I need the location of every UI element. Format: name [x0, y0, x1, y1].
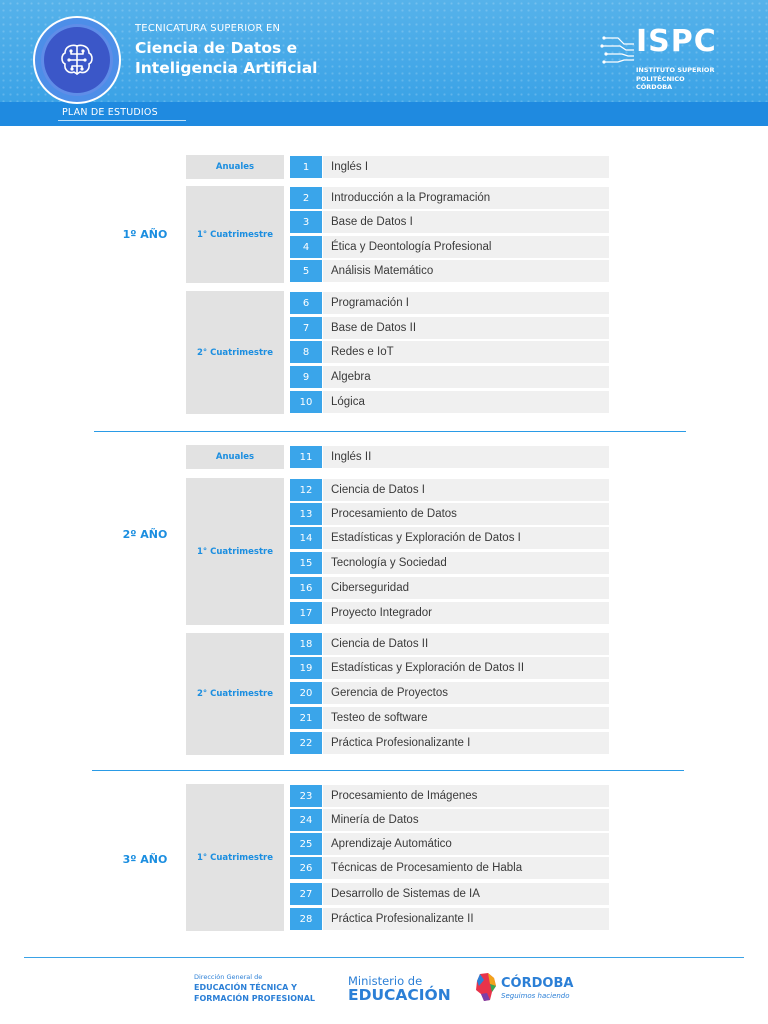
ispc-wordmark: ISPC — [636, 24, 717, 59]
subject-name: Programación I — [323, 292, 609, 314]
ispc-subtitle-1: INSTITUTO SUPERIOR — [636, 66, 715, 74]
subject-number: 22 — [290, 732, 322, 754]
group-cuatrimestre — [186, 784, 284, 931]
subject-number: 12 — [290, 479, 322, 501]
plan-label-underline — [58, 120, 186, 121]
subject-number: 8 — [290, 341, 322, 363]
subject-number: 28 — [290, 908, 322, 930]
subject-number: 11 — [290, 446, 322, 468]
subject-name: Inglés II — [323, 446, 609, 468]
year-separator — [92, 770, 684, 771]
group-label: Anuales — [215, 452, 255, 462]
subject-name: Gerencia de Proyectos — [323, 682, 609, 704]
year-2-label: 2º AÑO — [122, 528, 168, 541]
brain-logo — [33, 16, 121, 104]
subject-name: Ciencia de Datos I — [323, 479, 609, 501]
subject-name: Procesamiento de Datos — [323, 503, 609, 525]
program-title-line2: Inteligencia Artificial — [135, 59, 318, 77]
subject-name: Ética y Deontología Profesional — [323, 236, 609, 258]
subject-name: Estadísticas y Exploración de Datos I — [323, 527, 609, 549]
subject-name: Algebra — [323, 366, 609, 388]
subject-number: 20 — [290, 682, 322, 704]
subject-name: Proyecto Integrador — [323, 602, 609, 624]
ispc-logo — [600, 24, 720, 91]
subject-name: Estadísticas y Exploración de Datos II — [323, 657, 609, 679]
subject-number: 14 — [290, 527, 322, 549]
group-anuales — [186, 155, 284, 179]
group-cuatrimestre — [186, 633, 284, 755]
subject-name: Lógica — [323, 391, 609, 413]
cordoba-map-icon — [474, 972, 498, 1002]
subject-name: Redes e IoT — [323, 341, 609, 363]
ispc-subtitle-2: POLITÉCNICO CÓRDOBA — [636, 75, 685, 91]
subject-number: 15 — [290, 552, 322, 574]
subject-name: Técnicas de Procesamiento de Habla — [323, 857, 609, 879]
subject-name: Testeo de software — [323, 707, 609, 729]
subject-name: Ciberseguridad — [323, 577, 609, 599]
subject-number: 18 — [290, 633, 322, 655]
subject-number: 17 — [290, 602, 322, 624]
program-type: TECNICATURA SUPERIOR EN — [135, 23, 281, 34]
subject-name: Práctica Profesionalizante I — [323, 732, 609, 754]
subject-name: Base de Datos II — [323, 317, 609, 339]
subject-number: 27 — [290, 883, 322, 905]
subject-number: 10 — [290, 391, 322, 413]
subject-number: 23 — [290, 785, 322, 807]
year-3-label: 3º AÑO — [122, 853, 168, 866]
cordoba-wordmark: CÓRDOBA — [501, 976, 574, 991]
subject-name: Aprendizaje Automático — [323, 833, 609, 855]
group-label: 1° Cuatrimestre — [196, 852, 274, 863]
subject-number: 7 — [290, 317, 322, 339]
group-cuatrimestre — [186, 186, 284, 283]
subject-name: Análisis Matemático — [323, 260, 609, 282]
group-anuales — [186, 445, 284, 469]
subject-name: Práctica Profesionalizante II — [323, 908, 609, 930]
group-cuatrimestre — [186, 291, 284, 414]
subject-name: Procesamiento de Imágenes — [323, 785, 609, 807]
subject-number: 1 — [290, 156, 322, 178]
subject-number: 5 — [290, 260, 322, 282]
subject-number: 24 — [290, 809, 322, 831]
ministry-line-1: Ministerio de — [348, 974, 423, 988]
program-title-line1: Ciencia de Datos e — [135, 39, 298, 57]
subject-number: 25 — [290, 833, 322, 855]
subject-number: 9 — [290, 366, 322, 388]
subject-name: Minería de Datos — [323, 809, 609, 831]
year-1-label: 1º AÑO — [122, 228, 168, 241]
subject-name: Tecnología y Sociedad — [323, 552, 609, 574]
subject-number: 3 — [290, 211, 322, 233]
plan-label: PLAN DE ESTUDIOS — [62, 107, 158, 118]
dg-line-2: EDUCACIÓN TÉCNICA Y — [194, 983, 297, 992]
ministry-line-2: EDUCACIÓN — [348, 986, 451, 1004]
subject-name: Desarrollo de Sistemas de IA — [323, 883, 609, 905]
footer-divider — [24, 957, 744, 958]
group-label: 1° Cuatrimestre — [196, 229, 274, 240]
year-separator — [94, 431, 686, 432]
subject-number: 6 — [290, 292, 322, 314]
dg-line-3: FORMACIÓN PROFESIONAL — [194, 994, 315, 1003]
dg-line-1: Dirección General de — [194, 973, 263, 981]
group-cuatrimestre — [186, 478, 284, 625]
cordoba-slogan: Seguimos haciendo — [501, 992, 570, 1000]
subject-name: Ciencia de Datos II — [323, 633, 609, 655]
circuit-icon — [600, 30, 636, 70]
group-label: 2° Cuatrimestre — [196, 689, 274, 699]
brain-icon — [57, 40, 97, 80]
subject-number: 4 — [290, 236, 322, 258]
subject-number: 19 — [290, 657, 322, 679]
group-label: 1° Cuatrimestre — [196, 546, 274, 557]
subject-name: Inglés I — [323, 156, 609, 178]
subject-number: 26 — [290, 857, 322, 879]
group-label: 2° Cuatrimestre — [196, 347, 274, 358]
subject-name: Introducción a la Programación — [323, 187, 609, 209]
subject-number: 21 — [290, 707, 322, 729]
subject-number: 2 — [290, 187, 322, 209]
subject-name: Base de Datos I — [323, 211, 609, 233]
subject-number: 13 — [290, 503, 322, 525]
brain-logo-inner — [44, 27, 110, 93]
subject-number: 16 — [290, 577, 322, 599]
group-label: Anuales — [215, 162, 255, 172]
